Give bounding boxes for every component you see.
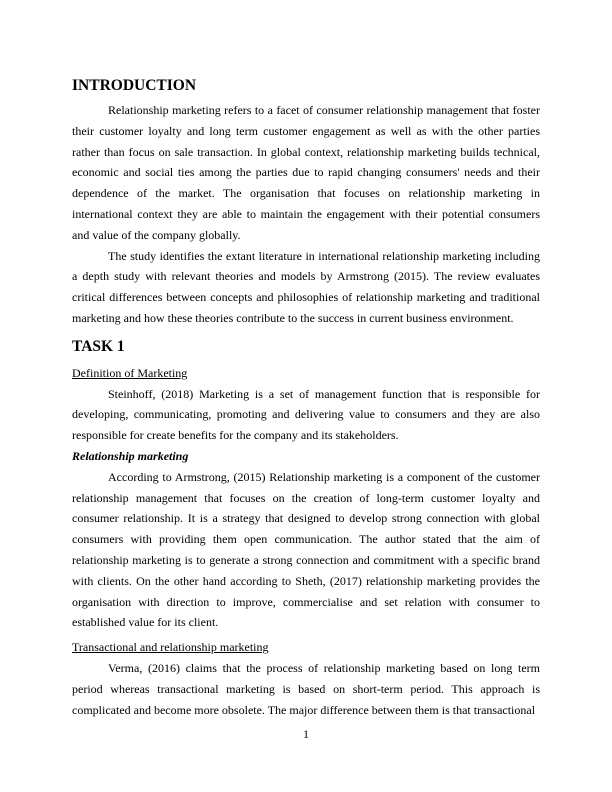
relationship-marketing-heading: Relationship marketing xyxy=(72,448,189,463)
introduction-paragraph-1: Relationship marketing refers to a facet of consumer relationship management that foster their customer loyalty and long term customer engagement as well as with the other parties rather than focus on sale transaction. In global context, relationship marketing builds technical, economic and social ties among the parties due to rapid changing consumers' needs and their dependence of the market. The organisation that focuses on relationship marketing in international context they are able to maintain the engagement with their potential consumers and value of the company globally. xyxy=(72,103,540,242)
task-1-heading: TASK 1 xyxy=(72,337,125,355)
introduction-paragraph-2: The study identifies the extant literature in international relationship marketing including a depth study with relevant theories and models by Armstrong (2015). The review evaluates critical differences between concepts and philosophies of relationship marketing and traditional marketing and how these theories contribute to the success in current business environment. xyxy=(72,248,540,325)
definition-paragraph: Steinhoff, (2018) Marketing is a set of management function that is responsible for developing, communicating, promoting and delivering value to consumers and they are also responsible for create benefits for the company and its stakeholders. xyxy=(72,386,540,443)
introduction-heading: INTRODUCTION xyxy=(72,77,197,94)
relationship-marketing-paragraph: According to Armstrong, (2015) Relationship marketing is a component of the customer relationship management that focuses on the creation of long-term customer loyalty and consumer relationship. It is a strategy that designed to develop strong connection with global consumers with providing them open communication. The author stated that the aim of relationship marketing is to generate a strong connection and commitment with a specific brand with clients. On the other hand according to Sheth, (2017) relationship marketing provides the organisation with direction to improve, commercialise and set relation with consumer to established value for its client. xyxy=(72,469,540,630)
page-number: 1 xyxy=(303,727,309,741)
page-content xyxy=(72,76,540,720)
transactional-relationship-heading: Transactional and relationship marketing xyxy=(72,640,269,655)
definition-of-marketing-heading: Definition of Marketing xyxy=(72,365,188,380)
transactional-paragraph: Verma, (2016) claims that the process of relationship marketing based on long term period whereas transactional marketing is based on short-term period. This approach is complicated and become more obsolete. The major difference between them is that transactional xyxy=(72,660,540,717)
